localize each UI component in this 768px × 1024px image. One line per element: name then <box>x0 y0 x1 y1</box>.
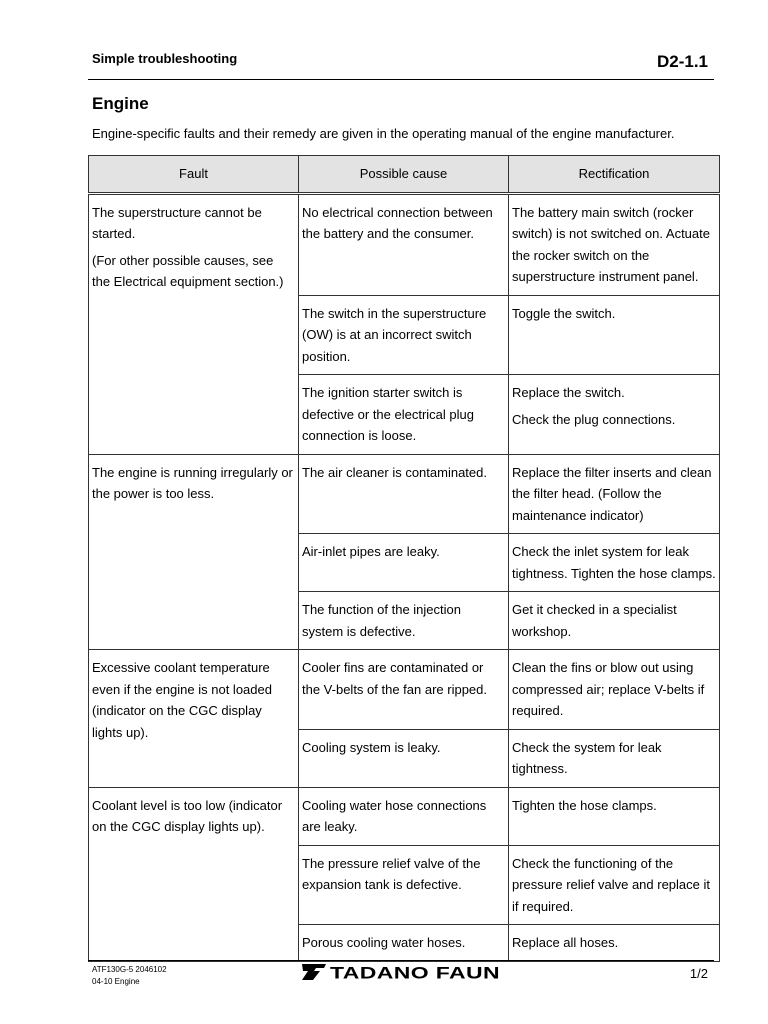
fault-cell <box>89 193 299 454</box>
table-header-row <box>89 156 720 194</box>
fault-cell <box>89 787 299 961</box>
fault-text: (For other possible causes, see the Electrical equipment section.) <box>92 252 284 289</box>
intro-paragraph: Engine-specific faults and their remedy are given in the operating manual of the engine manufacturer. <box>92 126 675 141</box>
fix-text: Clean the fins or blow out using compressed air; replace V-belts if required. <box>512 660 705 718</box>
fix-text: Replace the filter inserts and clean the filter head. (Follow the maintenance indicator) <box>512 464 712 523</box>
footer-doc-id: ATF130G-5 2046102 <box>92 965 167 974</box>
fault-cell <box>89 650 299 788</box>
cause-cell <box>299 295 509 375</box>
cause-text: Cooler fins are contaminated or the V-belts of the fan are ripped. <box>302 660 488 697</box>
fix-cell <box>509 787 720 845</box>
fix-cell <box>509 534 720 592</box>
table-row <box>89 650 720 730</box>
column-header-cause: Possible cause <box>299 156 509 194</box>
header-section-code: D2-1.1 <box>656 52 708 71</box>
table-row <box>89 454 720 534</box>
fix-text: Tighten the hose clamps. <box>512 797 657 813</box>
cause-text: The pressure relief valve of the expansion tank is defective. <box>302 855 481 892</box>
fix-text: Check the functioning of the pressure relief valve and replace it if required. <box>512 855 710 914</box>
cause-text: Cooling system is leaky. <box>302 739 441 755</box>
cause-cell <box>299 650 509 730</box>
page-number: 1/2 <box>689 966 708 981</box>
table-row <box>89 193 720 295</box>
fault-text: Excessive coolant temperature even if the engine is not loaded (indicator on the CGC display lights up). <box>92 660 272 740</box>
cause-text: The ignition starter switch is defective or the electrical plug connection is loose. <box>302 385 474 443</box>
fix-text: Replace all hoses. <box>512 935 619 950</box>
fault-cell <box>89 454 299 650</box>
fix-cell <box>509 592 720 650</box>
cause-text: The function of the injection system is defective. <box>302 602 461 639</box>
footer-doc-section: 04-10 Engine <box>92 977 140 986</box>
page-title: Engine <box>92 94 149 113</box>
cause-cell <box>299 534 509 592</box>
cause-cell <box>299 375 509 455</box>
fix-cell <box>509 729 720 787</box>
fix-text: Check the plug connections. <box>512 411 676 427</box>
fix-cell <box>509 845 720 925</box>
fix-text: The battery main switch (rocker switch) is not switched on. Actuate the rocker switch on the superstructure instrument panel. <box>512 204 710 284</box>
fix-cell <box>509 295 720 375</box>
tadano-faun-logo <box>302 962 502 982</box>
fix-text: Toggle the switch. <box>512 305 616 321</box>
footer-divider <box>88 960 714 961</box>
tadano-faun-logo-mark <box>302 964 326 980</box>
cause-text: Porous cooling water hoses. <box>302 935 466 950</box>
table-row <box>89 787 720 845</box>
cause-text: No electrical connection between the battery and the consumer. <box>302 204 493 241</box>
cause-text: The switch in the superstructure (OW) is at an incorrect switch position. <box>302 305 487 364</box>
tadano-faun-logo-text: TADANO FAUN <box>330 963 500 982</box>
footer-doc-info <box>92 964 167 988</box>
fix-text: Replace the switch. <box>512 385 625 400</box>
cause-text: The air cleaner is contaminated. <box>302 464 487 480</box>
cause-cell <box>299 193 509 295</box>
header-section-title: Simple troubleshooting <box>92 51 238 66</box>
fix-cell <box>509 650 720 730</box>
cause-cell <box>299 925 509 962</box>
cause-text: Cooling water hose connections are leaky. <box>302 797 487 834</box>
cause-cell <box>299 787 509 845</box>
fix-text: Check the inlet system for leak tightness. Tighten the hose clamps. <box>512 544 716 581</box>
header-divider <box>88 79 714 80</box>
fault-text: The engine is running irregularly or the power is too less. <box>92 464 293 501</box>
cause-cell <box>299 845 509 925</box>
cause-cell <box>299 454 509 534</box>
fix-text: Check the system for leak tightness. <box>512 739 662 776</box>
column-header-fault: Fault <box>89 156 299 194</box>
troubleshooting-table <box>88 155 720 962</box>
fix-cell <box>509 925 720 962</box>
cause-cell <box>299 729 509 787</box>
cause-text: Air-inlet pipes are leaky. <box>302 544 440 559</box>
fault-text: The superstructure cannot be started. <box>92 204 262 241</box>
cause-cell <box>299 592 509 650</box>
fault-text: Coolant level is too low (indicator on the CGC display lights up). <box>92 797 283 834</box>
fix-cell <box>509 375 720 455</box>
fix-text: Get it checked in a specialist workshop. <box>512 602 677 639</box>
fix-cell <box>509 454 720 534</box>
fix-cell <box>509 193 720 295</box>
column-header-rectification: Rectification <box>509 156 720 194</box>
